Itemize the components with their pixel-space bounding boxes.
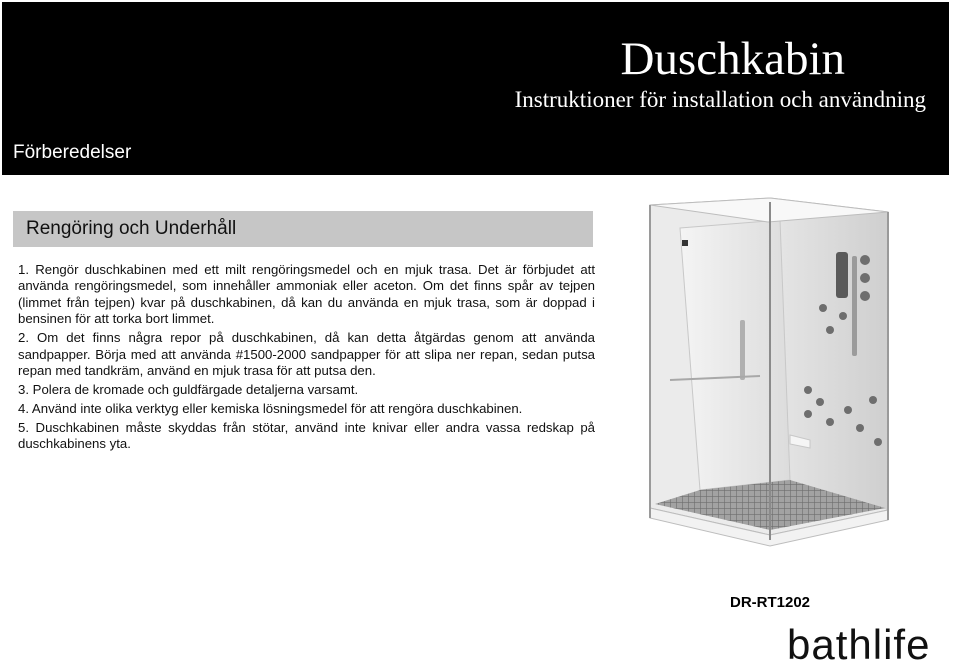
instruction-paragraph: 4. Använd inte olika verktyg eller kemiska lösningsmedel för att rengöra duschkabinen. xyxy=(18,400,523,416)
document-title: Duschkabin xyxy=(620,33,845,85)
document-subtitle: Instruktioner för installation och användning xyxy=(514,87,926,112)
shower-cabin-image xyxy=(640,190,900,550)
section-heading: Rengöring och Underhåll xyxy=(26,218,237,239)
instruction-paragraph: 2. Om det finns några repor på duschkabinen, då kan detta åtgärdas genom att använda sandpapper. Börja med att använda #1500-2000 sandpapper för att slipa ner repan, sedan putsa repan med tandkräm, använd en mjuk trasa för att putsa den. xyxy=(18,330,595,378)
instruction-paragraph: 1. Rengör duschkabinen med ett milt rengöringsmedel och en mjuk trasa. Det är förbjudet att använda rengöringsmedel, som innehåller ammoniak eller aceton. Om det finns spår av tejpen (limmet från tejpen) kvar på duschkabinen, då kan du använda en mjuk trasa, som är doppad i bensinen för att torka bort limmet. xyxy=(18,262,595,327)
instruction-paragraph: 3. Polera de kromade och guldfärgade detaljerna varsamt. xyxy=(18,381,359,397)
brand-logo: bathlife xyxy=(787,621,931,668)
instructions-text xyxy=(18,262,595,455)
header-banner xyxy=(2,2,949,175)
model-number: DR-RT1202 xyxy=(730,594,811,611)
section-label-preparations: Förberedelser xyxy=(13,142,132,163)
section-heading-bar xyxy=(13,211,593,247)
instruction-paragraph: 5. Duschkabinen måste skyddas från stötar, använd inte knivar eller andra vassa redskap på duschkabinens yta. xyxy=(18,419,595,452)
